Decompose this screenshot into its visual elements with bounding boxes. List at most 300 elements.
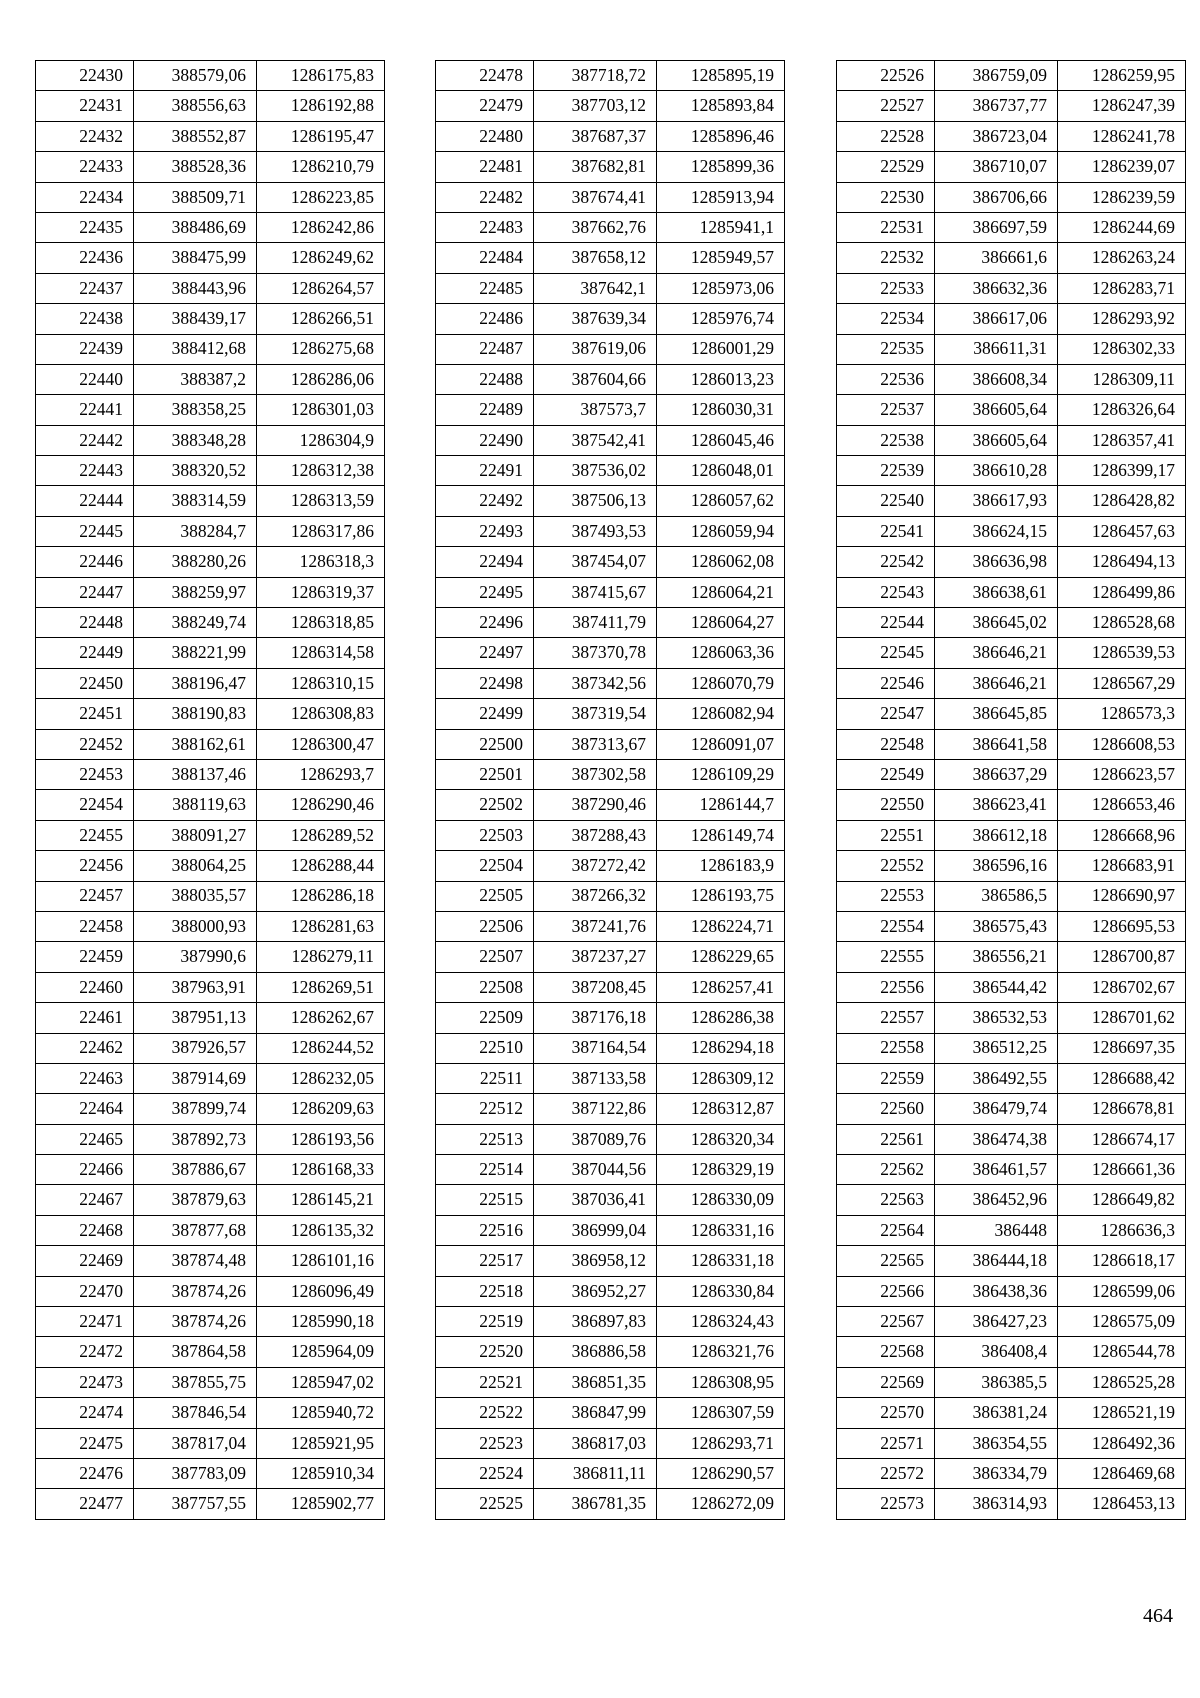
y-coordinate-cell: 1286674,17 (1058, 1124, 1186, 1154)
point-number-cell: 22457 (36, 881, 134, 911)
point-number-cell: 22532 (837, 243, 935, 273)
x-coordinate-cell: 386897,83 (534, 1307, 657, 1337)
y-coordinate-cell: 1286030,31 (657, 395, 785, 425)
table-row (436, 972, 785, 1002)
x-coordinate-cell: 387874,26 (134, 1307, 257, 1337)
y-coordinate-cell: 1286082,94 (657, 699, 785, 729)
x-coordinate-cell: 387817,04 (134, 1428, 257, 1458)
y-coordinate-cell: 1286062,08 (657, 547, 785, 577)
point-number-cell: 22519 (436, 1307, 534, 1337)
point-number-cell: 22533 (837, 273, 935, 303)
x-coordinate-cell: 387176,18 (534, 1003, 657, 1033)
y-coordinate-cell: 1285893,84 (657, 91, 785, 121)
x-coordinate-cell: 386381,24 (935, 1398, 1058, 1428)
table-row (36, 425, 385, 455)
point-number-cell: 22537 (837, 395, 935, 425)
point-number-cell: 22459 (36, 942, 134, 972)
y-coordinate-cell: 1285964,09 (257, 1337, 385, 1367)
point-number-cell: 22497 (436, 638, 534, 668)
point-number-cell: 22439 (36, 334, 134, 364)
y-coordinate-cell: 1286249,62 (257, 243, 385, 273)
y-coordinate-cell: 1286063,36 (657, 638, 785, 668)
point-number-cell: 22479 (436, 91, 534, 121)
table-row (436, 1276, 785, 1306)
table-row (36, 1337, 385, 1367)
x-coordinate-cell: 386886,58 (534, 1337, 657, 1367)
table-row (36, 212, 385, 242)
y-coordinate-cell: 1286224,71 (657, 911, 785, 941)
y-coordinate-cell: 1286331,16 (657, 1215, 785, 1245)
y-coordinate-cell: 1286239,07 (1058, 152, 1186, 182)
x-coordinate-cell: 386638,61 (935, 577, 1058, 607)
table-row (837, 668, 1186, 698)
point-number-cell: 22531 (837, 212, 935, 242)
table-row (837, 1458, 1186, 1488)
x-coordinate-cell: 386608,34 (935, 364, 1058, 394)
x-coordinate-cell: 387044,56 (534, 1155, 657, 1185)
point-number-cell: 22456 (36, 851, 134, 881)
point-number-cell: 22521 (436, 1367, 534, 1397)
point-number-cell: 22485 (436, 273, 534, 303)
y-coordinate-cell: 1286244,69 (1058, 212, 1186, 242)
point-number-cell: 22458 (36, 911, 134, 941)
x-coordinate-cell: 386706,66 (935, 182, 1058, 212)
y-coordinate-cell: 1285902,77 (257, 1489, 385, 1519)
point-number-cell: 22474 (36, 1398, 134, 1428)
table-row (837, 759, 1186, 789)
point-number-cell: 22548 (837, 729, 935, 759)
y-coordinate-cell: 1286272,09 (657, 1489, 785, 1519)
point-number-cell: 22451 (36, 699, 134, 729)
point-number-cell: 22443 (36, 456, 134, 486)
x-coordinate-cell: 386492,55 (935, 1063, 1058, 1093)
y-coordinate-cell: 1286294,18 (657, 1033, 785, 1063)
point-number-cell: 22541 (837, 516, 935, 546)
x-coordinate-cell: 386596,16 (935, 851, 1058, 881)
x-coordinate-cell: 387963,91 (134, 972, 257, 1002)
y-coordinate-cell: 1286528,68 (1058, 608, 1186, 638)
y-coordinate-cell: 1286195,47 (257, 121, 385, 151)
table-row (36, 91, 385, 121)
table-row (436, 1307, 785, 1337)
y-coordinate-cell: 1286453,13 (1058, 1489, 1186, 1519)
x-coordinate-cell: 386661,6 (935, 243, 1058, 273)
point-number-cell: 22472 (36, 1337, 134, 1367)
table-row (36, 699, 385, 729)
x-coordinate-cell: 387241,76 (534, 911, 657, 941)
table-row (436, 243, 785, 273)
x-coordinate-cell: 387926,57 (134, 1033, 257, 1063)
table-row (436, 1367, 785, 1397)
table-row (436, 699, 785, 729)
table-row (837, 638, 1186, 668)
table-row (837, 1124, 1186, 1154)
x-coordinate-cell: 386556,21 (935, 942, 1058, 972)
table-row (436, 364, 785, 394)
x-coordinate-cell: 387892,73 (134, 1124, 257, 1154)
x-coordinate-cell: 387493,53 (534, 516, 657, 546)
x-coordinate-cell: 386636,98 (935, 547, 1058, 577)
x-coordinate-cell: 387164,54 (534, 1033, 657, 1063)
x-coordinate-cell: 386632,36 (935, 273, 1058, 303)
point-number-cell: 22535 (837, 334, 935, 364)
y-coordinate-cell: 1286492,36 (1058, 1428, 1186, 1458)
point-number-cell: 22573 (837, 1489, 935, 1519)
y-coordinate-cell: 1286244,52 (257, 1033, 385, 1063)
y-coordinate-cell: 1286307,59 (657, 1398, 785, 1428)
y-coordinate-cell: 1286263,24 (1058, 243, 1186, 273)
x-coordinate-cell: 386334,79 (935, 1458, 1058, 1488)
y-coordinate-cell: 1286324,43 (657, 1307, 785, 1337)
point-number-cell: 22509 (436, 1003, 534, 1033)
table-row (837, 61, 1186, 91)
table-row (436, 1033, 785, 1063)
x-coordinate-cell: 386817,03 (534, 1428, 657, 1458)
y-coordinate-cell: 1286064,21 (657, 577, 785, 607)
point-number-cell: 22471 (36, 1307, 134, 1337)
y-coordinate-cell: 1286101,16 (257, 1246, 385, 1276)
table-row (837, 911, 1186, 941)
y-coordinate-cell: 1286210,79 (257, 152, 385, 182)
point-number-cell: 22469 (36, 1246, 134, 1276)
table-row (436, 516, 785, 546)
y-coordinate-cell: 1286697,35 (1058, 1033, 1186, 1063)
x-coordinate-cell: 388387,2 (134, 364, 257, 394)
table-row (837, 516, 1186, 546)
point-number-cell: 22430 (36, 61, 134, 91)
y-coordinate-cell: 1285899,36 (657, 152, 785, 182)
table-row (436, 121, 785, 151)
x-coordinate-cell: 386617,93 (935, 486, 1058, 516)
point-number-cell: 22518 (436, 1276, 534, 1306)
y-coordinate-cell: 1286262,67 (257, 1003, 385, 1033)
point-number-cell: 22515 (436, 1185, 534, 1215)
y-coordinate-cell: 1286286,06 (257, 364, 385, 394)
table-row (436, 334, 785, 364)
table-row (36, 1246, 385, 1276)
x-coordinate-cell: 386646,21 (935, 638, 1058, 668)
x-coordinate-cell: 387783,09 (134, 1458, 257, 1488)
table-row (436, 1215, 785, 1245)
y-coordinate-cell: 1285940,72 (257, 1398, 385, 1428)
x-coordinate-cell: 386408,4 (935, 1337, 1058, 1367)
x-coordinate-cell: 386532,53 (935, 1003, 1058, 1033)
x-coordinate-cell: 387687,37 (534, 121, 657, 151)
point-number-cell: 22473 (36, 1367, 134, 1397)
point-number-cell: 22496 (436, 608, 534, 638)
point-number-cell: 22530 (837, 182, 935, 212)
table-row (837, 942, 1186, 972)
table-row (436, 1155, 785, 1185)
x-coordinate-cell: 387914,69 (134, 1063, 257, 1093)
y-coordinate-cell: 1286312,38 (257, 456, 385, 486)
point-number-cell: 22562 (837, 1155, 935, 1185)
x-coordinate-cell: 386444,18 (935, 1246, 1058, 1276)
point-number-cell: 22477 (36, 1489, 134, 1519)
table-row (36, 61, 385, 91)
y-coordinate-cell: 1286193,75 (657, 881, 785, 911)
x-coordinate-cell: 386427,23 (935, 1307, 1058, 1337)
table-row (36, 1155, 385, 1185)
table-row (36, 304, 385, 334)
point-number-cell: 22434 (36, 182, 134, 212)
x-coordinate-cell: 388443,96 (134, 273, 257, 303)
y-coordinate-cell: 1285895,19 (657, 61, 785, 91)
point-number-cell: 22558 (837, 1033, 935, 1063)
table-row (36, 547, 385, 577)
y-coordinate-cell: 1286321,76 (657, 1337, 785, 1367)
point-number-cell: 22570 (837, 1398, 935, 1428)
table-row (36, 1185, 385, 1215)
x-coordinate-cell: 386645,02 (935, 608, 1058, 638)
y-coordinate-cell: 1285921,95 (257, 1428, 385, 1458)
y-coordinate-cell: 1286168,33 (257, 1155, 385, 1185)
point-number-cell: 22454 (36, 790, 134, 820)
point-number-cell: 22540 (837, 486, 935, 516)
y-coordinate-cell: 1286232,05 (257, 1063, 385, 1093)
y-coordinate-cell: 1286290,46 (257, 790, 385, 820)
x-coordinate-cell: 388556,63 (134, 91, 257, 121)
table-row (36, 638, 385, 668)
table-row (436, 456, 785, 486)
y-coordinate-cell: 1286308,95 (657, 1367, 785, 1397)
table-row (837, 395, 1186, 425)
table-row (36, 881, 385, 911)
y-coordinate-cell: 1286318,85 (257, 608, 385, 638)
y-coordinate-cell: 1286266,51 (257, 304, 385, 334)
table-row (436, 851, 785, 881)
y-coordinate-cell: 1286525,28 (1058, 1367, 1186, 1397)
table-row (837, 1367, 1186, 1397)
table-row (837, 1246, 1186, 1276)
table-row (36, 1489, 385, 1519)
y-coordinate-cell: 1286357,41 (1058, 425, 1186, 455)
x-coordinate-cell: 388475,99 (134, 243, 257, 273)
y-coordinate-cell: 1286313,59 (257, 486, 385, 516)
y-coordinate-cell: 1286618,17 (1058, 1246, 1186, 1276)
point-number-cell: 22542 (837, 547, 935, 577)
point-number-cell: 22516 (436, 1215, 534, 1245)
table-row (36, 1094, 385, 1124)
point-number-cell: 22561 (837, 1124, 935, 1154)
table-row (36, 364, 385, 394)
point-number-cell: 22501 (436, 759, 534, 789)
point-number-cell: 22527 (837, 91, 935, 121)
y-coordinate-cell: 1286688,42 (1058, 1063, 1186, 1093)
point-number-cell: 22507 (436, 942, 534, 972)
table-row (36, 395, 385, 425)
table-row (436, 1398, 785, 1428)
table-row (837, 1003, 1186, 1033)
x-coordinate-cell: 387886,67 (134, 1155, 257, 1185)
table-row (837, 1063, 1186, 1093)
y-coordinate-cell: 1286318,3 (257, 547, 385, 577)
point-number-cell: 22447 (36, 577, 134, 607)
y-coordinate-cell: 1286329,19 (657, 1155, 785, 1185)
table-row (837, 152, 1186, 182)
point-number-cell: 22551 (837, 820, 935, 850)
table-row (36, 820, 385, 850)
table-row (837, 851, 1186, 881)
y-coordinate-cell: 1286701,62 (1058, 1003, 1186, 1033)
x-coordinate-cell: 388320,52 (134, 456, 257, 486)
point-number-cell: 22539 (837, 456, 935, 486)
point-number-cell: 22476 (36, 1458, 134, 1488)
point-number-cell: 22549 (837, 759, 935, 789)
x-coordinate-cell: 386645,85 (935, 699, 1058, 729)
table-row (436, 425, 785, 455)
coordinate-table-1 (35, 60, 385, 1520)
y-coordinate-cell: 1286001,29 (657, 334, 785, 364)
point-number-cell: 22462 (36, 1033, 134, 1063)
y-coordinate-cell: 1286269,51 (257, 972, 385, 1002)
table-row (436, 182, 785, 212)
table-row (436, 577, 785, 607)
table-row (36, 1003, 385, 1033)
table-row (837, 1215, 1186, 1245)
y-coordinate-cell: 1286623,57 (1058, 759, 1186, 789)
x-coordinate-cell: 386710,07 (935, 152, 1058, 182)
x-coordinate-cell: 387874,48 (134, 1246, 257, 1276)
y-coordinate-cell: 1286279,11 (257, 942, 385, 972)
x-coordinate-cell: 387089,76 (534, 1124, 657, 1154)
x-coordinate-cell: 387662,76 (534, 212, 657, 242)
x-coordinate-cell: 386623,41 (935, 790, 1058, 820)
point-number-cell: 22526 (837, 61, 935, 91)
y-coordinate-cell: 1286109,29 (657, 759, 785, 789)
table-row (436, 911, 785, 941)
table-row (36, 1398, 385, 1428)
x-coordinate-cell: 386438,36 (935, 1276, 1058, 1306)
table-row (837, 820, 1186, 850)
point-number-cell: 22512 (436, 1094, 534, 1124)
table-row (837, 547, 1186, 577)
table-row (837, 182, 1186, 212)
x-coordinate-cell: 386759,09 (935, 61, 1058, 91)
y-coordinate-cell: 1286247,39 (1058, 91, 1186, 121)
table-row (36, 608, 385, 638)
coordinate-table-2 (435, 60, 785, 1520)
y-coordinate-cell: 1285947,02 (257, 1367, 385, 1397)
point-number-cell: 22523 (436, 1428, 534, 1458)
x-coordinate-cell: 387674,41 (534, 182, 657, 212)
x-coordinate-cell: 386479,74 (935, 1094, 1058, 1124)
table-row (36, 334, 385, 364)
point-number-cell: 22568 (837, 1337, 935, 1367)
x-coordinate-cell: 388249,74 (134, 608, 257, 638)
y-coordinate-cell: 1286326,64 (1058, 395, 1186, 425)
x-coordinate-cell: 386461,57 (935, 1155, 1058, 1185)
point-number-cell: 22486 (436, 304, 534, 334)
table-row (436, 638, 785, 668)
y-coordinate-cell: 1286304,9 (257, 425, 385, 455)
point-number-cell: 22544 (837, 608, 935, 638)
x-coordinate-cell: 388579,06 (134, 61, 257, 91)
table-row (837, 972, 1186, 1002)
x-coordinate-cell: 387506,13 (534, 486, 657, 516)
point-number-cell: 22436 (36, 243, 134, 273)
y-coordinate-cell: 1286678,81 (1058, 1094, 1186, 1124)
y-coordinate-cell: 1286668,96 (1058, 820, 1186, 850)
y-coordinate-cell: 1286469,68 (1058, 1458, 1186, 1488)
x-coordinate-cell: 388035,57 (134, 881, 257, 911)
y-coordinate-cell: 1286288,44 (257, 851, 385, 881)
point-number-cell: 22506 (436, 911, 534, 941)
x-coordinate-cell: 388280,26 (134, 547, 257, 577)
page-number: 464 (1143, 1605, 1173, 1627)
y-coordinate-cell: 1286149,74 (657, 820, 785, 850)
x-coordinate-cell: 388314,59 (134, 486, 257, 516)
point-number-cell: 22470 (36, 1276, 134, 1306)
y-coordinate-cell: 1286494,13 (1058, 547, 1186, 577)
y-coordinate-cell: 1286683,91 (1058, 851, 1186, 881)
x-coordinate-cell: 386610,28 (935, 456, 1058, 486)
x-coordinate-cell: 388358,25 (134, 395, 257, 425)
table-row (436, 152, 785, 182)
x-coordinate-cell: 388259,97 (134, 577, 257, 607)
x-coordinate-cell: 387036,41 (534, 1185, 657, 1215)
table-row (436, 608, 785, 638)
point-number-cell: 22440 (36, 364, 134, 394)
y-coordinate-cell: 1286575,09 (1058, 1307, 1186, 1337)
y-coordinate-cell: 1286309,11 (1058, 364, 1186, 394)
table-row (837, 699, 1186, 729)
y-coordinate-cell: 1286636,3 (1058, 1215, 1186, 1245)
table-row (436, 820, 785, 850)
point-number-cell: 22495 (436, 577, 534, 607)
x-coordinate-cell: 388412,68 (134, 334, 257, 364)
x-coordinate-cell: 388528,36 (134, 152, 257, 182)
y-coordinate-cell: 1286241,78 (1058, 121, 1186, 151)
table-row (837, 881, 1186, 911)
x-coordinate-cell: 386641,58 (935, 729, 1058, 759)
table-row (436, 547, 785, 577)
coordinate-table-3 (836, 60, 1186, 1520)
y-coordinate-cell: 1286293,7 (257, 759, 385, 789)
x-coordinate-cell: 387864,58 (134, 1337, 257, 1367)
y-coordinate-cell: 1286608,53 (1058, 729, 1186, 759)
point-number-cell: 22520 (436, 1337, 534, 1367)
table-row (36, 516, 385, 546)
point-number-cell: 22514 (436, 1155, 534, 1185)
x-coordinate-cell: 386385,5 (935, 1367, 1058, 1397)
x-coordinate-cell: 388064,25 (134, 851, 257, 881)
x-coordinate-cell: 387302,58 (534, 759, 657, 789)
table-row (837, 273, 1186, 303)
point-number-cell: 22511 (436, 1063, 534, 1093)
table-row (837, 1276, 1186, 1306)
y-coordinate-cell: 1286070,79 (657, 668, 785, 698)
point-number-cell: 22480 (436, 121, 534, 151)
table-row (837, 1398, 1186, 1428)
table-row (436, 273, 785, 303)
table-row (36, 152, 385, 182)
y-coordinate-cell: 1285976,74 (657, 304, 785, 334)
point-number-cell: 22563 (837, 1185, 935, 1215)
point-number-cell: 22513 (436, 1124, 534, 1154)
y-coordinate-cell: 1286567,29 (1058, 668, 1186, 698)
point-number-cell: 22492 (436, 486, 534, 516)
table-row (436, 1185, 785, 1215)
table-row (837, 212, 1186, 242)
point-number-cell: 22554 (837, 911, 935, 941)
y-coordinate-cell: 1286399,17 (1058, 456, 1186, 486)
y-coordinate-cell: 1286293,71 (657, 1428, 785, 1458)
point-number-cell: 22493 (436, 516, 534, 546)
y-coordinate-cell: 1286059,94 (657, 516, 785, 546)
x-coordinate-cell: 388162,61 (134, 729, 257, 759)
x-coordinate-cell: 387290,46 (534, 790, 657, 820)
